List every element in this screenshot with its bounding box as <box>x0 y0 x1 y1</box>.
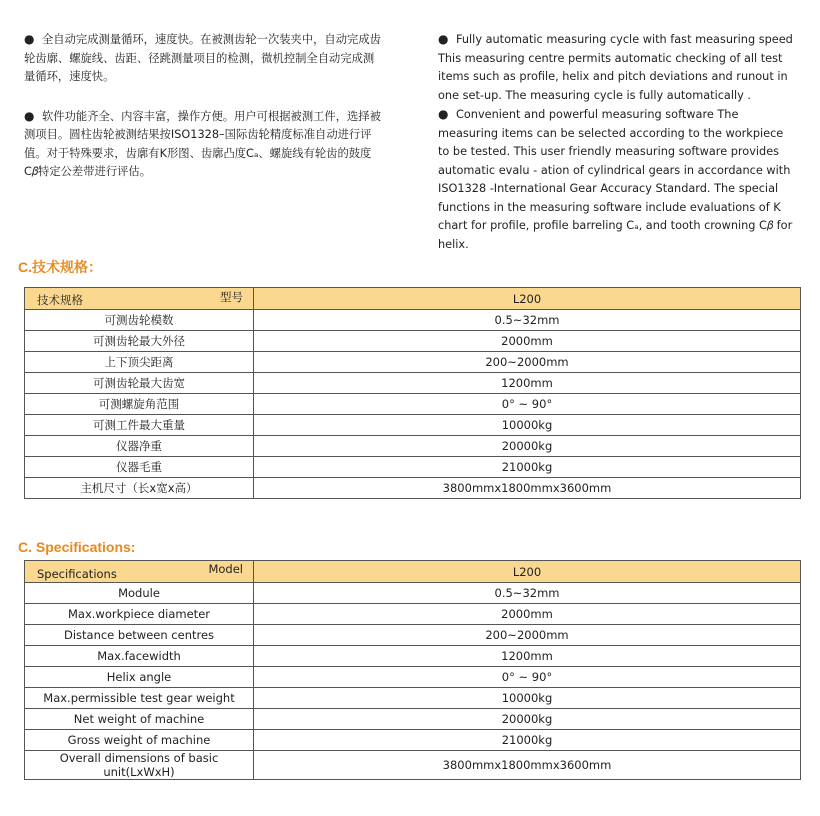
cn-row-label: 主机尺寸（长x宽x高） <box>25 478 254 499</box>
cn-table-row <box>25 373 801 394</box>
cn-row-value: 0° ~ 90° <box>254 394 801 415</box>
en-corner-spec-label: Specifications <box>37 567 117 581</box>
cn-row-value: 20000kg <box>254 436 801 457</box>
intro-cn-paragraph-1 <box>24 30 384 87</box>
cn-row-value: 200~2000mm <box>254 352 801 373</box>
bullet-icon: ● <box>24 32 35 46</box>
en-table-row <box>25 583 801 604</box>
cn-row-label: 可测齿轮最大外径 <box>25 331 254 352</box>
cn-row-label: 可测齿轮模数 <box>25 310 254 331</box>
en-table-row <box>25 688 801 709</box>
intro-chinese <box>24 30 384 202</box>
en-row-value: 21000kg <box>254 730 801 751</box>
en-row-label: Helix angle <box>25 667 254 688</box>
en-row-label: Max.workpiece diameter <box>25 604 254 625</box>
en-row-label: Net weight of machine <box>25 709 254 730</box>
en-table-row <box>25 604 801 625</box>
cn-table-row <box>25 478 801 499</box>
cn-row-value: 1200mm <box>254 373 801 394</box>
cn-row-value: 10000kg <box>254 415 801 436</box>
intro-en-paragraph-2 <box>438 105 793 254</box>
cn-table-row <box>25 415 801 436</box>
cn-header-corner-cell <box>25 288 254 310</box>
cn-table-row <box>25 352 801 373</box>
cn-row-value: 0.5~32mm <box>254 310 801 331</box>
intro-en-text-2: Convenient and powerful measuring software The measuring items can be selected according to the workpiece to be tested. This user friendly measuring software provides automatic evalu - ation of cylindrical gears in accordance with ISO1328 -International Gear Accuracy Standard. The special functions in the measuring software include evaluations of K chart for profile, profile barreling Cₐ, and tooth crowning C𝛽 for helix. <box>438 108 793 251</box>
intro-english <box>438 30 793 254</box>
cn-table-row <box>25 394 801 415</box>
en-table-row <box>25 709 801 730</box>
cn-model-value: L200 <box>254 288 801 310</box>
intro-cn-text-1: 全自动完成测量循环，速度快。在被测齿轮一次装夹中，自动完成齿轮齿廓、螺旋线、齿距、径跳测量项目的检测，微机控制全自动完成测量循环，速度快。 <box>24 33 381 83</box>
intro-en-text-1: Fully automatic measuring cycle with fast measuring speed This measuring centre permits automatic checking of all test items such as profile, helix and pitch deviations and runout in one set-up. The measuring cycle is fully automatically . <box>438 33 793 102</box>
cn-row-value: 2000mm <box>254 331 801 352</box>
bullet-icon: ● <box>24 108 35 123</box>
en-row-label: Max.facewidth <box>25 646 254 667</box>
cn-row-label: 上下顶尖距离 <box>25 352 254 373</box>
intro-en-paragraph-1 <box>438 30 793 105</box>
en-spec-title: C. Specifications: <box>18 539 136 555</box>
cn-table-header-row <box>25 288 801 310</box>
en-row-value: 0° ~ 90° <box>254 667 801 688</box>
cn-corner-model-label: 型号 <box>220 290 243 304</box>
en-row-value: 20000kg <box>254 709 801 730</box>
cn-row-value: 3800mmx1800mmx3600mm <box>254 478 801 499</box>
cn-spec-title: C.技术规格： <box>18 259 102 275</box>
en-table-row <box>25 625 801 646</box>
cn-row-value: 21000kg <box>254 457 801 478</box>
en-table-row <box>25 751 801 780</box>
en-row-value: 200~2000mm <box>254 625 801 646</box>
en-row-value: 10000kg <box>254 688 801 709</box>
en-row-label: Max.permissible test gear weight <box>25 688 254 709</box>
cn-spec-table <box>24 287 801 499</box>
en-table-row <box>25 667 801 688</box>
en-row-label: Gross weight of machine <box>25 730 254 751</box>
cn-row-label: 可测螺旋角范围 <box>25 394 254 415</box>
en-corner-model-label: Model <box>208 562 243 576</box>
cn-table-row <box>25 310 801 331</box>
cn-table-row <box>25 331 801 352</box>
cn-row-label: 可测齿轮最大齿宽 <box>25 373 254 394</box>
en-table-header-row <box>25 561 801 583</box>
en-row-label: Overall dimensions of basic unit(LxWxH) <box>25 751 254 780</box>
intro-cn-text-2: 软件功能齐全、内容丰富，操作方便。用户可根据被测工件，选择被测项目。圆柱齿轮被测结果按ISO1328–国际齿轮精度标准自动进行评值。对于特殊要求，齿廓有K形图、齿廓凸度Cₐ、螺旋线有轮齿的鼓度C𝛽特定公差带进行评估。 <box>24 109 381 178</box>
en-row-label: Distance between centres <box>25 625 254 646</box>
en-spec-table <box>24 560 801 780</box>
en-table-row <box>25 646 801 667</box>
cn-row-label: 仪器毛重 <box>25 457 254 478</box>
bullet-icon: ● <box>438 32 449 46</box>
intro-cn-paragraph-2 <box>24 107 384 182</box>
en-row-value: 3800mmx1800mmx3600mm <box>254 751 801 780</box>
en-header-corner-cell <box>25 561 254 583</box>
en-table-row <box>25 730 801 751</box>
cn-table-row <box>25 457 801 478</box>
en-row-label: Module <box>25 583 254 604</box>
cn-row-label: 可测工件最大重量 <box>25 415 254 436</box>
en-model-value: L200 <box>254 561 801 583</box>
en-row-value: 2000mm <box>254 604 801 625</box>
en-row-value: 0.5~32mm <box>254 583 801 604</box>
en-row-value: 1200mm <box>254 646 801 667</box>
bullet-icon: ● <box>438 107 449 121</box>
cn-corner-spec-label: 技术规格 <box>37 293 83 307</box>
cn-row-label: 仪器净重 <box>25 436 254 457</box>
cn-table-row <box>25 436 801 457</box>
